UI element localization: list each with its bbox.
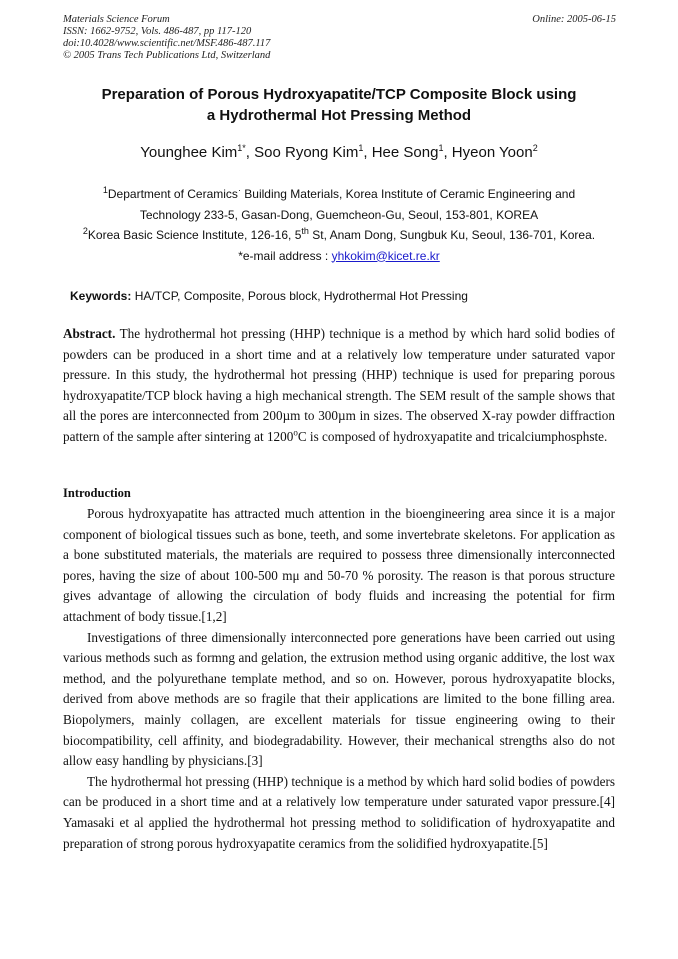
paper-title [63, 84, 615, 126]
affiliation-1-line-2: Technology 233-5, Gasan-Dong, Guemcheon-Gu, Seoul, 153-801, KOREA [139, 207, 539, 222]
affiliation-text: St, Anam Dong, Sungbuk Ku, Seoul, 136-701, Korea. [308, 228, 596, 242]
journal-name: Materials Science Forum [63, 14, 170, 25]
affiliation-2 [63, 225, 615, 246]
author-affiliation-mark: 1* [237, 143, 246, 153]
author-name: Hyeon Yoon [451, 144, 533, 161]
author-name: Hee Song [371, 144, 439, 161]
affiliation-text: Department of Ceramics [107, 187, 238, 201]
affiliation-text: Building Materials, Korea Institute of Ceramic Engineering and [240, 187, 576, 201]
body-paragraph: The hydrothermal hot pressing (HHP) technique is a method by which hard solid bodies of powders can be produced in a short time and at a relatively low temperature under saturated vapor pressure.[4] Yamasaki et al applied the hydrothermal hot pressing method to solidification of hydroxyapatite and preparation of strong porous hydroxyapatite ceramics from the solidified hydroxyapatite.[5] [63, 773, 615, 851]
affiliation-1-line-1 [63, 184, 615, 205]
online-date: Online: 2005-06-15 [532, 14, 616, 25]
abstract [63, 324, 615, 448]
author-affiliation-mark: 1 [438, 143, 444, 153]
body-paragraph: Investigations of three dimensionally interconnected pore generations have been carried out using various methods such as formng and gelation, the extrusion method using organic additive, the lost wax method, and the polyurethane template method, and so on. However, porous hydroxyapatite blocks, derived from above methods are so fragile that their applications are limited to the bone filling area. Biopolymers, mainly collagen, are excellent materials for tissue engineering owing to their biocompatibility, cell affinity, and biodegradability. However, their mechanical strengths also do not allow easy handling by physicians.[3] [63, 629, 615, 769]
affiliation-mark: 2 [82, 226, 88, 236]
email-link[interactable]: yhkokim@kicet.re.kr [331, 248, 440, 263]
section-heading-introduction: Introduction [63, 486, 131, 500]
abstract-label: Abstract. [63, 326, 116, 341]
ordinal-suffix: th [301, 226, 309, 236]
copyright-line: © 2005 Trans Tech Publications Ltd, Switzerland [63, 50, 271, 61]
author-name: Younghee Kim [140, 144, 238, 161]
author-affiliation-mark: 1 [358, 143, 364, 153]
email-line [63, 246, 615, 267]
abstract-text: C is composed of hydroxyapatite and tricalciumphosphste. [297, 428, 608, 444]
keywords [70, 289, 615, 304]
affiliation-text: Korea Basic Science Institute, 126-16, 5 [87, 228, 302, 242]
abstract-text: The hydrothermal hot pressing (HHP) technique is a method by which hard solid bodies of powders can be produced in a short time and at a relatively low temperature under saturated vapor pressure. In this study, the hydrothermal hot pressing (HHP) technique is used for preparing porous hydroxyapatite/TCP block having a high mechanical strength. The SEM result of the sample shows that all the pores are interconnected from 200µm to 300µm in sizes. The observed X-ray powder diffraction pattern of the sample after sintering at 1200 [63, 326, 615, 444]
title-line-1: Preparation of Porous Hydroxyapatite/TCP Composite Block using [101, 86, 577, 103]
email-label: *e-mail address : [238, 248, 332, 263]
degree-mark: o [293, 427, 298, 438]
author-list: Younghee Kim$^{1*}$, Soo Ryong Kim$^1$, Hee Song$^1$, Hyeon Yoon$^2$ [140, 143, 538, 161]
author-name: Soo Ryong Kim [254, 144, 359, 161]
issn-line: ISSN: 1662-9752, Vols. 486-487, pp 117-120 [63, 26, 252, 37]
affiliation-mark: 1 [102, 185, 108, 195]
doi-line: doi:10.4028/www.scientific.net/MSF.486-487.117 [63, 38, 271, 49]
keywords-label: Keywords: [70, 289, 132, 303]
author-affiliation-mark: 2 [532, 143, 538, 153]
introduction-body [63, 504, 615, 854]
body-paragraph: Porous hydroxyapatite has attracted much attention in the bioengineering area since it is a major component of biological tissues such as bone, teeth, and some invertebrate skeletons. For application as a bone substituted materials, the materials are required to possess three dimensionally interconnected pores, having the size of about 100-500 mμ and 50-70 % porosity. The reason is that porous structure gives advantage of allowing the circulation of body fluids and increasing the potential for firm attachment of body tissue.[1,2] [63, 506, 615, 624]
journal-header [63, 14, 270, 62]
title-line-2: a Hydrothermal Hot Pressing Method [206, 107, 472, 124]
keywords-text: HA/TCP, Composite, Porous block, Hydrothermal Hot Pressing [131, 289, 468, 303]
affiliations [63, 184, 615, 266]
affiliation-dot: · [237, 185, 241, 195]
